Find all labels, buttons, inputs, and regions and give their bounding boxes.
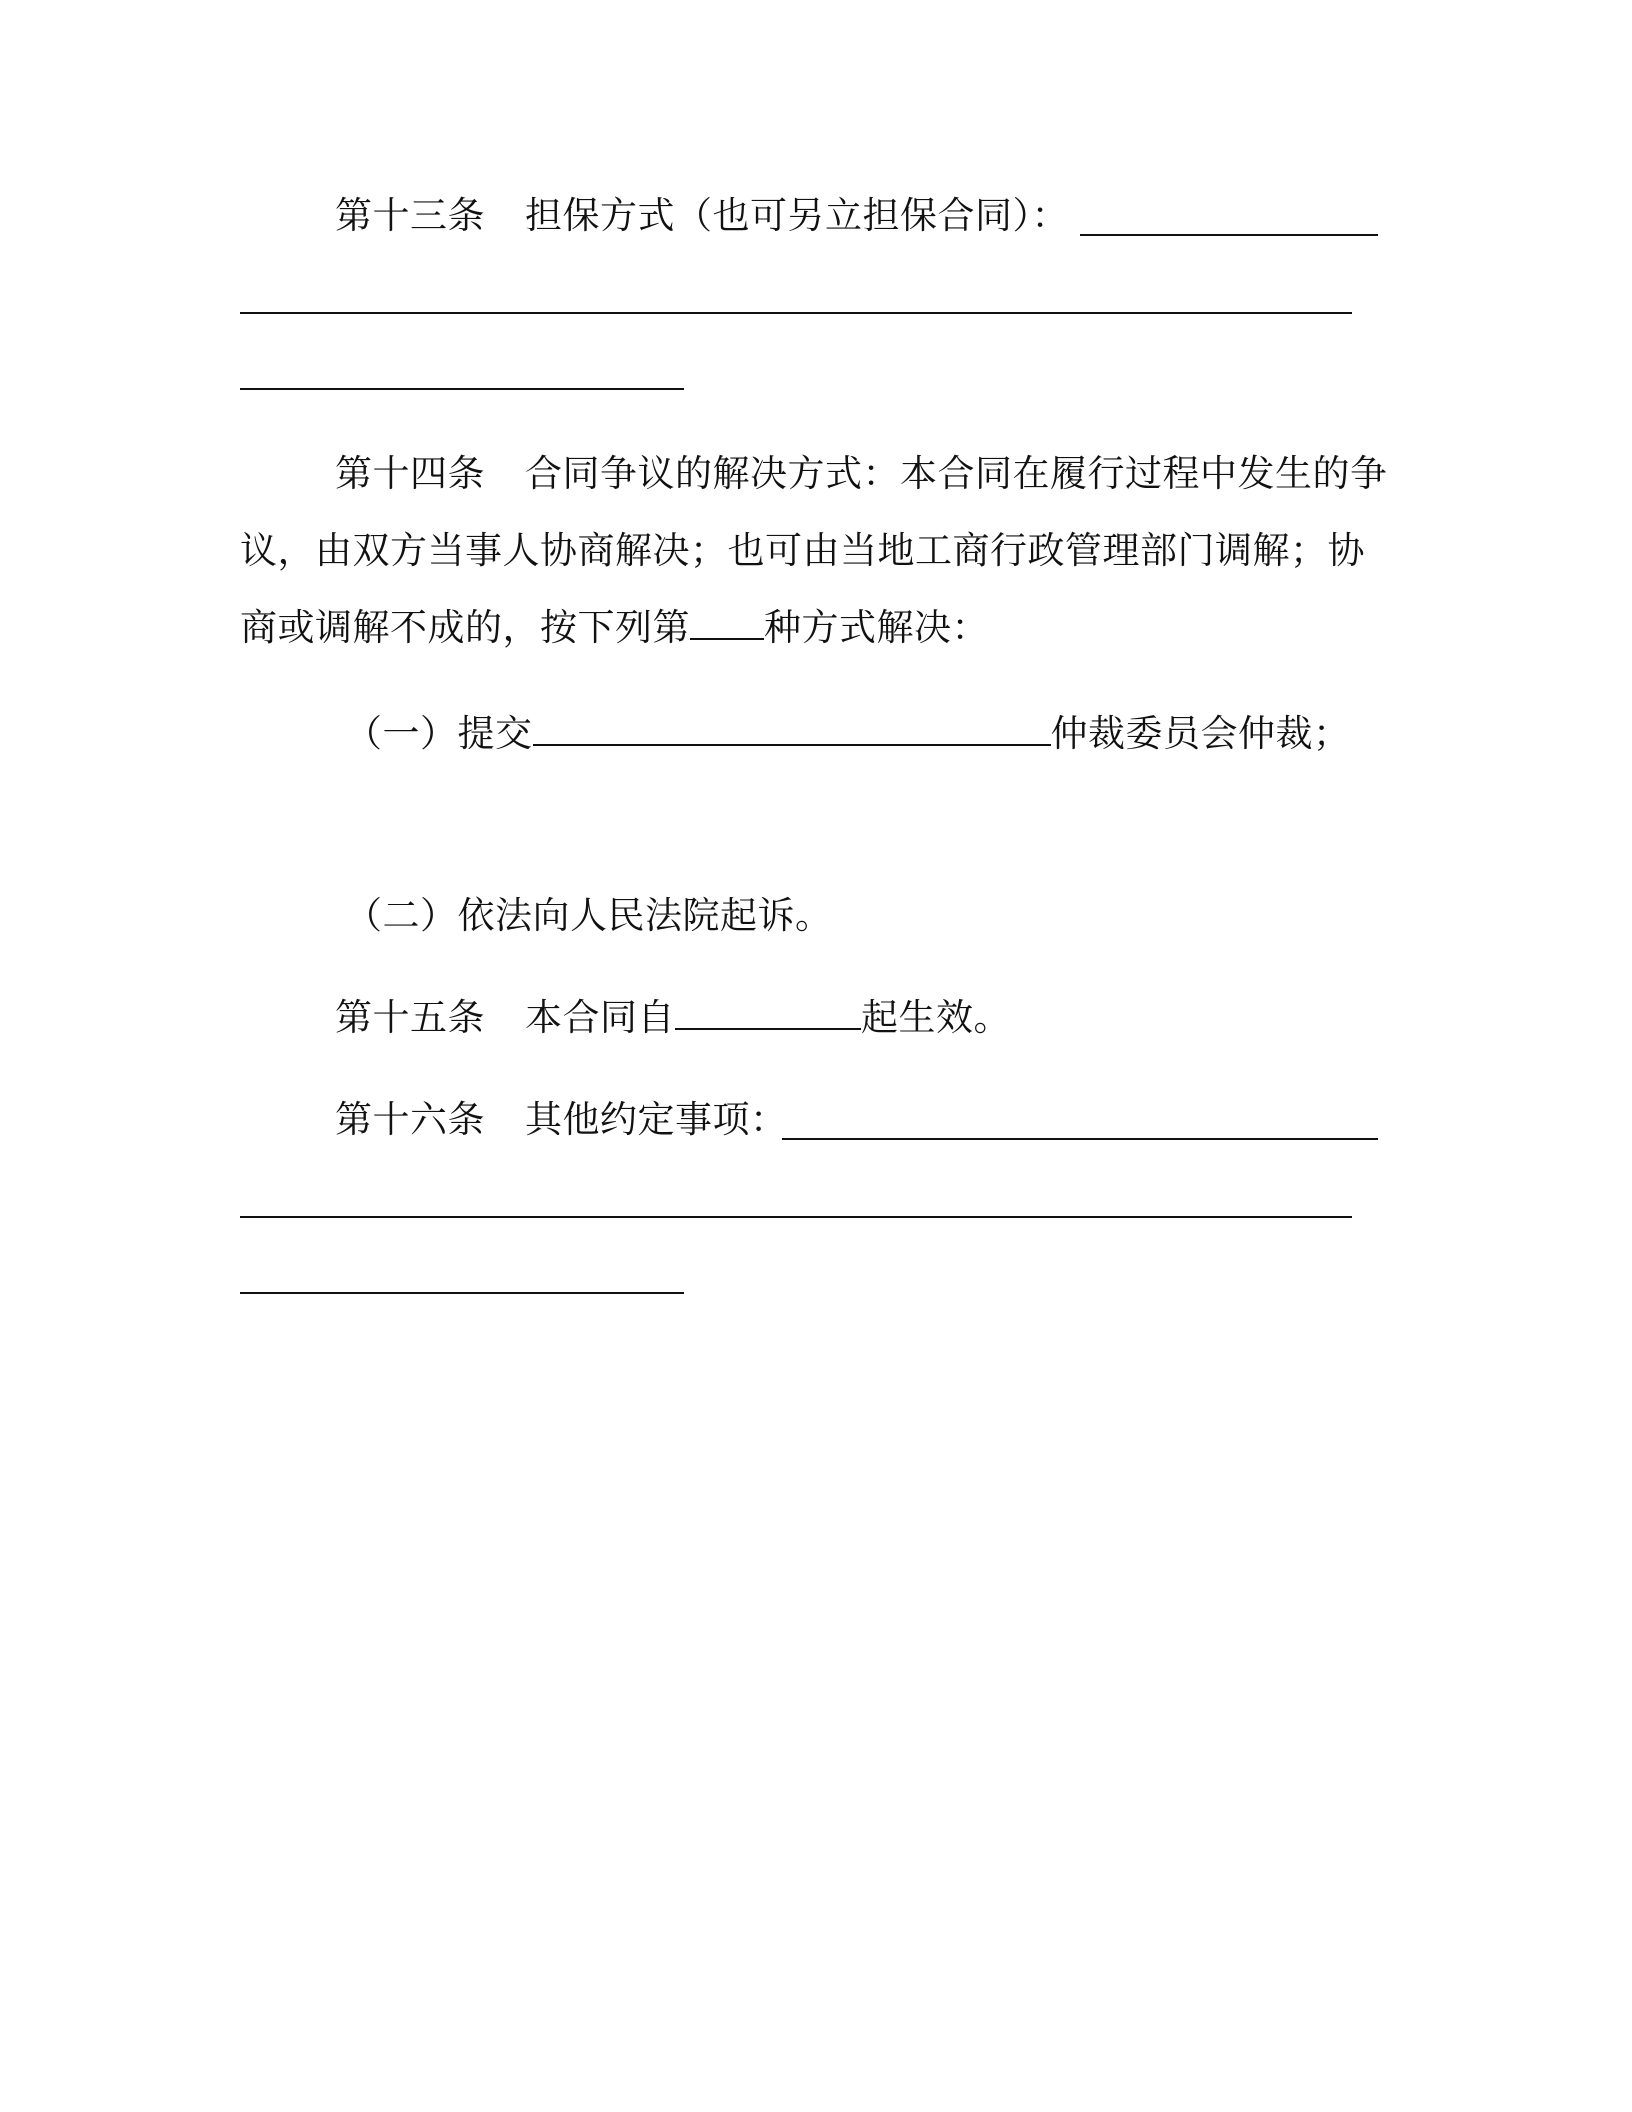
effective-date-blank[interactable] <box>675 998 861 1030</box>
article-16-fill-line-1[interactable] <box>782 1138 1378 1140</box>
item-2-text: 依法向人民法院起诉。 <box>457 894 833 937</box>
item-1-number: （一） <box>345 712 458 755</box>
item-1-text-b: 仲裁委员会仲裁； <box>1050 712 1351 755</box>
item-2-line <box>345 892 833 940</box>
article-16-text: 其他约定事项： <box>525 1098 788 1141</box>
article-13-line <box>335 192 1069 240</box>
article-15-line <box>335 994 1011 1042</box>
article-14-line-3 <box>240 604 989 652</box>
article-15-text-b: 起生效。 <box>861 996 1011 1039</box>
article-16-fill-line-2[interactable] <box>240 1216 1352 1218</box>
article-13-fill-line-3[interactable] <box>240 388 684 390</box>
article-16-number: 第十六条 <box>335 1098 485 1141</box>
arbitration-commission-blank[interactable] <box>533 714 1051 746</box>
article-14-line-2 <box>240 527 1365 575</box>
article-14-text-1: 合同争议的解决方式：本合同在履行过程中发生的争 <box>525 452 1388 495</box>
article-14-text-3b: 种方式解决： <box>764 606 989 649</box>
article-14-text-2: 议，由双方当事人协商解决；也可由当地工商行政管理部门调解；协 <box>240 529 1365 572</box>
article-15-number: 第十五条 <box>335 996 485 1039</box>
article-13-fill-line-1[interactable] <box>1080 234 1378 236</box>
item-1-text-a: 提交 <box>457 712 533 755</box>
article-14-number: 第十四条 <box>335 452 485 495</box>
article-15-text-a: 本合同自 <box>525 996 675 1039</box>
item-1-line <box>345 710 1351 758</box>
method-number-blank[interactable] <box>690 608 764 640</box>
article-14-line-1 <box>335 450 1388 498</box>
article-16-line <box>335 1096 788 1144</box>
article-13-number: 第十三条 <box>335 194 485 237</box>
article-14-text-3a: 商或调解不成的，按下列第 <box>240 606 690 649</box>
article-13-fill-line-2[interactable] <box>240 312 1352 314</box>
article-13-text: 担保方式（也可另立担保合同）： <box>525 194 1069 237</box>
article-16-fill-line-3[interactable] <box>240 1292 684 1294</box>
item-2-number: （二） <box>345 894 458 937</box>
